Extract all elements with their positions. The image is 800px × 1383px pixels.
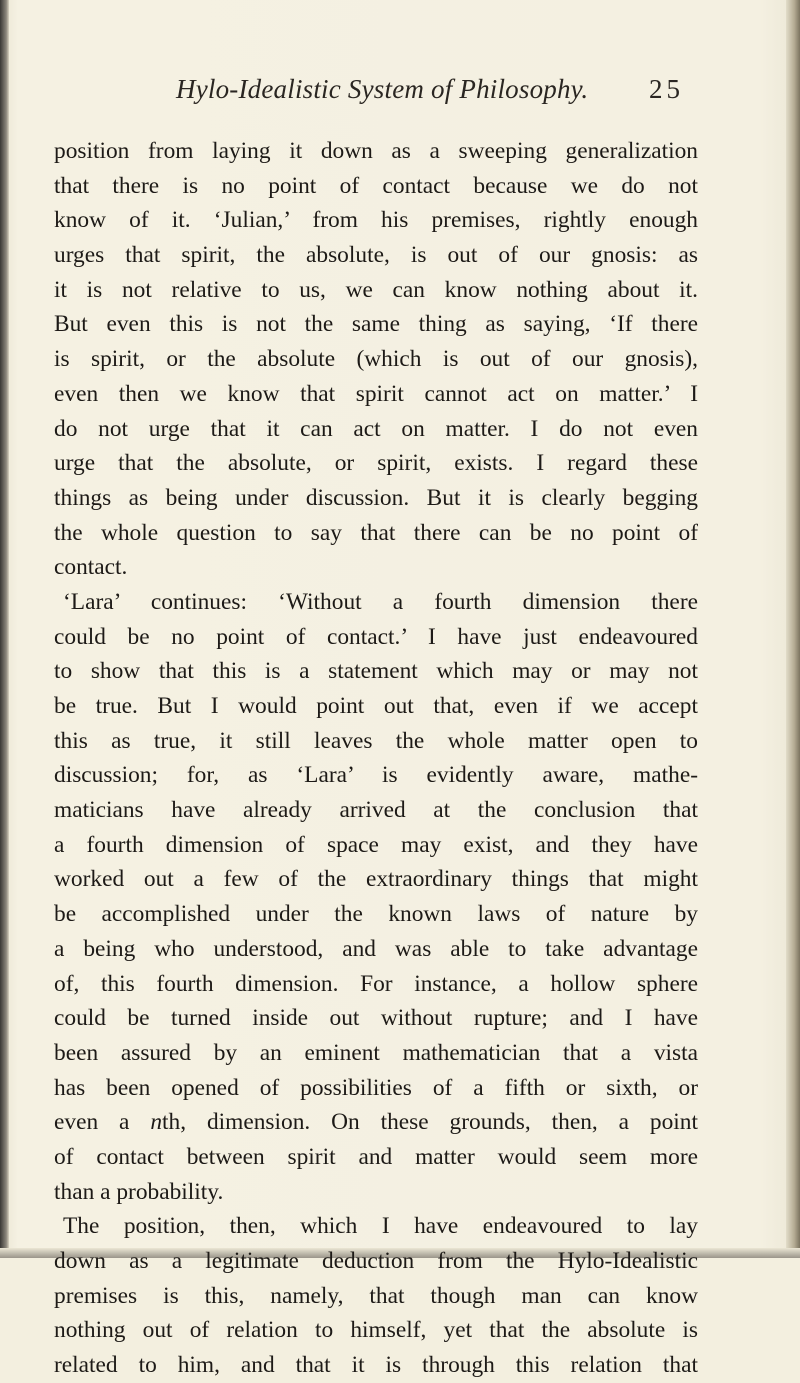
italic-n: n [150,1109,163,1136]
text-line: worked out a few of the extraordinary things that might [54,866,698,893]
page-number: 25 [649,74,684,104]
text-line: urge that the absolute, or spirit, exists. I regard these [54,450,698,477]
text-line: urges that spirit, the absolute, is out of our gnosis: as [54,242,698,269]
text-line: know of it. ‘Julian,’ from his premises, rightly enough [54,207,698,234]
page-gutter-shadow [0,0,9,1258]
text-line: of, this fourth dimension. For instance, a hollow sphere [54,970,698,997]
text-line: be true. But I would point out that, even if we accept [54,693,698,719]
text-line: this as true, it still leaves the whole matter open to [54,727,698,754]
text-line: nothing out of relation to himself, yet that the absolute is [54,1317,698,1344]
text-line: of contact between spirit and matter would seem more [54,1143,698,1170]
text-line: discussion; for, as ‘Lara’ is evidently aware, mathe- [54,762,698,789]
text-line: could be no point of contact.’ I have just endeavoured [54,623,698,650]
text-line-with-italic [54,1105,698,1140]
text-line: But even this is not the same thing as saying, ‘If there [54,311,698,338]
text-line: it is not relative to us, we can know nothing about it. [54,276,698,303]
page-edge-right [786,0,800,1258]
text-line: things as being under discussion. But it is clearly begging [54,484,698,511]
text-line: related to him, and that it is through this relation that [54,1352,698,1379]
text-line: been assured by an eminent mathematician that a vista [54,1039,698,1066]
paragraph-start-line: ‘Lara’ continues: ‘Without a fourth dimension there [63,588,698,615]
text-line: a fourth dimension of space may exist, and they have [54,831,698,858]
running-title: Hylo-Idealistic System of Philosophy. [176,74,589,104]
text-line: has been opened of possibilities of a fifth or sixth, or [54,1074,698,1101]
running-header [176,74,684,114]
text-line: do not urge that it can act on matter. I do not even [54,415,698,442]
text-line: a being who understood, and was able to take advantage [54,935,698,962]
text-line: even then we know that spirit cannot act on matter.’ I [54,380,698,407]
text-line: premises is this, namely, that though man can know [54,1282,698,1309]
paragraph-end-line: contact. [54,554,128,581]
text-line: down as a legitimate deduction from the Hylo-Idealistic [54,1248,698,1274]
paragraph-end-line: than a probability. [54,1178,224,1205]
text-line: that there is no point of contact because we do not [54,172,698,199]
text-line: maticians have already arrived at the conclusion that [54,797,698,824]
text-line: the whole question to say that there can be no point of [54,519,698,546]
paragraph-start-line: The position, then, which I have endeavoured to lay [63,1213,698,1240]
body-text [54,134,698,1383]
text-line: could be turned inside out without rupture; and I have [54,1005,698,1032]
text-line: is spirit, or the absolute (which is out of our gnosis), [54,346,698,373]
line-start: even a [54,1109,151,1136]
line-rest: th, dimension. On these grounds, then, a point [162,1109,698,1136]
text-line: position from laying it down as a sweeping generalization [54,138,698,164]
text-line: to show that this is a statement which may or may not [54,658,698,685]
text-line: be accomplished under the known laws of nature by [54,901,698,928]
